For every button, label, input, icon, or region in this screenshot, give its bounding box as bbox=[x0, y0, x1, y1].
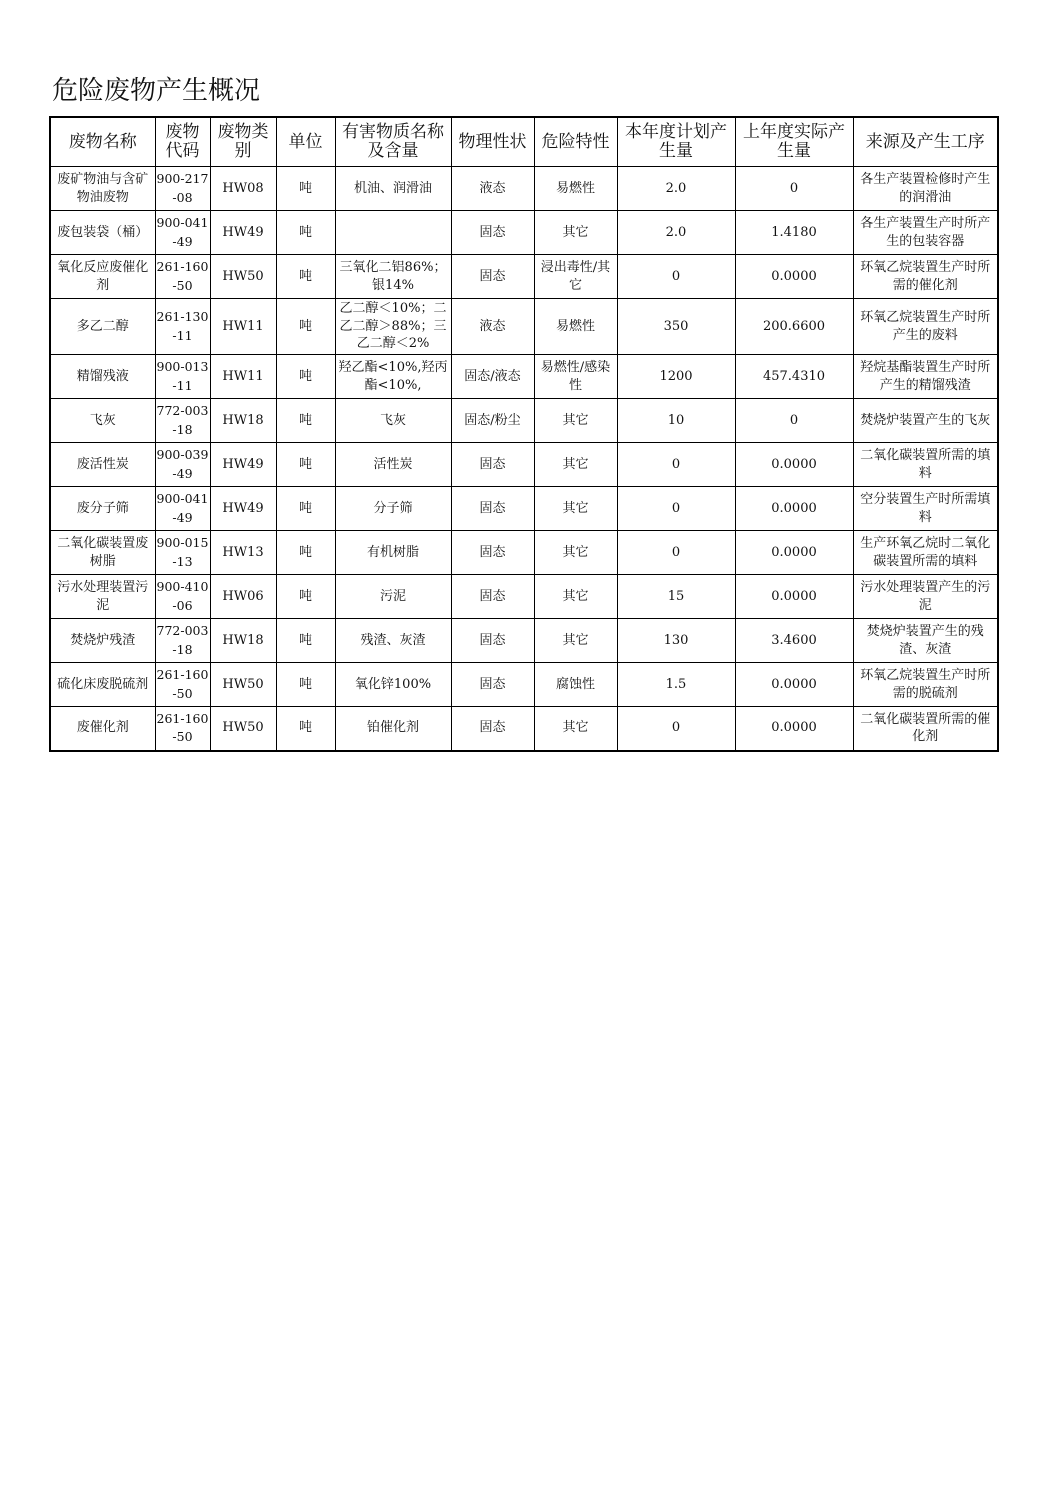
table-row bbox=[50, 487, 998, 531]
hazardous-substance-cell: 活性炭 bbox=[335, 443, 451, 487]
hazardous-substance-cell: 污泥 bbox=[335, 575, 451, 619]
waste-code-cell: 900-039-49 bbox=[155, 443, 210, 487]
waste-code-cell: 900-217-08 bbox=[155, 167, 210, 211]
physical-state-cell: 固态/粉尘 bbox=[451, 399, 534, 443]
hazard-property-cell: 浸出毒性/其它 bbox=[534, 255, 617, 299]
waste-code-cell: 261-160-50 bbox=[155, 663, 210, 707]
waste-category-cell: HW50 bbox=[210, 707, 276, 751]
hazard-property-cell: 其它 bbox=[534, 399, 617, 443]
table-row bbox=[50, 575, 998, 619]
physical-state-cell: 固态/液态 bbox=[451, 355, 534, 399]
table-header-row bbox=[50, 117, 998, 167]
actual-amount-cell: 457.4310 bbox=[735, 355, 853, 399]
source-process-cell: 环氧乙烷装置生产时所需的催化剂 bbox=[853, 255, 998, 299]
source-process-cell: 各生产装置生产时所产生的包装容器 bbox=[853, 211, 998, 255]
header-cell: 有害物质名称及含量 bbox=[335, 117, 451, 167]
unit-cell: 吨 bbox=[276, 531, 335, 575]
planned-amount-cell: 130 bbox=[617, 619, 735, 663]
actual-amount-cell: 0.0000 bbox=[735, 707, 853, 751]
actual-amount-cell: 0.0000 bbox=[735, 663, 853, 707]
table-row bbox=[50, 707, 998, 751]
table-row bbox=[50, 211, 998, 255]
planned-amount-cell: 1200 bbox=[617, 355, 735, 399]
hazard-property-cell: 其它 bbox=[534, 707, 617, 751]
physical-state-cell: 固态 bbox=[451, 255, 534, 299]
hazardous-substance-cell: 机油、润滑油 bbox=[335, 167, 451, 211]
planned-amount-cell: 0 bbox=[617, 487, 735, 531]
planned-amount-cell: 15 bbox=[617, 575, 735, 619]
hazard-property-cell: 其它 bbox=[534, 487, 617, 531]
unit-cell: 吨 bbox=[276, 255, 335, 299]
waste-name-cell: 多乙二醇 bbox=[50, 299, 155, 355]
table-row bbox=[50, 167, 998, 211]
hazard-property-cell: 其它 bbox=[534, 211, 617, 255]
planned-amount-cell: 2.0 bbox=[617, 211, 735, 255]
actual-amount-cell: 0.0000 bbox=[735, 531, 853, 575]
waste-category-cell: HW08 bbox=[210, 167, 276, 211]
source-process-cell: 生产环氧乙烷时二氧化碳装置所需的填料 bbox=[853, 531, 998, 575]
hazard-property-cell: 腐蚀性 bbox=[534, 663, 617, 707]
hazard-property-cell: 其它 bbox=[534, 619, 617, 663]
table-row bbox=[50, 355, 998, 399]
physical-state-cell: 固态 bbox=[451, 211, 534, 255]
unit-cell: 吨 bbox=[276, 575, 335, 619]
waste-name-cell: 废催化剂 bbox=[50, 707, 155, 751]
header-cell: 废物类别 bbox=[210, 117, 276, 167]
waste-code-cell: 772-003-18 bbox=[155, 399, 210, 443]
waste-code-cell: 772-003-18 bbox=[155, 619, 210, 663]
unit-cell: 吨 bbox=[276, 211, 335, 255]
hazard-property-cell: 其它 bbox=[534, 531, 617, 575]
actual-amount-cell: 0.0000 bbox=[735, 255, 853, 299]
table-row bbox=[50, 443, 998, 487]
waste-name-cell: 硫化床废脱硫剂 bbox=[50, 663, 155, 707]
waste-name-cell: 污水处理装置污泥 bbox=[50, 575, 155, 619]
physical-state-cell: 固态 bbox=[451, 487, 534, 531]
hazardous-substance-cell: 残渣、灰渣 bbox=[335, 619, 451, 663]
hazardous-substance-cell: 氧化锌100% bbox=[335, 663, 451, 707]
waste-name-cell: 精馏残液 bbox=[50, 355, 155, 399]
waste-category-cell: HW49 bbox=[210, 487, 276, 531]
hazard-property-cell: 其它 bbox=[534, 443, 617, 487]
header-cell: 本年度计划产生量 bbox=[617, 117, 735, 167]
hazardous-substance-cell: 飞灰 bbox=[335, 399, 451, 443]
hazardous-substance-cell: 分子筛 bbox=[335, 487, 451, 531]
physical-state-cell: 固态 bbox=[451, 531, 534, 575]
unit-cell: 吨 bbox=[276, 443, 335, 487]
waste-name-cell: 氧化反应废催化剂 bbox=[50, 255, 155, 299]
hazard-property-cell: 其它 bbox=[534, 575, 617, 619]
source-process-cell: 焚烧炉装置产生的飞灰 bbox=[853, 399, 998, 443]
waste-category-cell: HW11 bbox=[210, 355, 276, 399]
waste-code-cell: 900-041-49 bbox=[155, 487, 210, 531]
hazard-property-cell: 易燃性 bbox=[534, 299, 617, 355]
hazardous-waste-table-container bbox=[49, 116, 999, 752]
unit-cell: 吨 bbox=[276, 399, 335, 443]
planned-amount-cell: 2.0 bbox=[617, 167, 735, 211]
source-process-cell: 二氧化碳装置所需的催化剂 bbox=[853, 707, 998, 751]
hazardous-substance-cell bbox=[335, 211, 451, 255]
waste-code-cell: 900-041-49 bbox=[155, 211, 210, 255]
actual-amount-cell: 0.0000 bbox=[735, 487, 853, 531]
hazardous-substance-cell: 有机树脂 bbox=[335, 531, 451, 575]
table-row bbox=[50, 255, 998, 299]
physical-state-cell: 固态 bbox=[451, 707, 534, 751]
waste-code-cell: 900-013-11 bbox=[155, 355, 210, 399]
waste-code-cell: 261-160-50 bbox=[155, 255, 210, 299]
physical-state-cell: 液态 bbox=[451, 299, 534, 355]
planned-amount-cell: 0 bbox=[617, 443, 735, 487]
header-cell: 单位 bbox=[276, 117, 335, 167]
unit-cell: 吨 bbox=[276, 487, 335, 531]
table-row bbox=[50, 399, 998, 443]
unit-cell: 吨 bbox=[276, 167, 335, 211]
planned-amount-cell: 350 bbox=[617, 299, 735, 355]
waste-code-cell: 900-015-13 bbox=[155, 531, 210, 575]
physical-state-cell: 固态 bbox=[451, 619, 534, 663]
source-process-cell: 二氧化碳装置所需的填料 bbox=[853, 443, 998, 487]
physical-state-cell: 固态 bbox=[451, 575, 534, 619]
header-cell: 危险特性 bbox=[534, 117, 617, 167]
actual-amount-cell: 0.0000 bbox=[735, 443, 853, 487]
hazard-property-cell: 易燃性/感染性 bbox=[534, 355, 617, 399]
hazard-property-cell: 易燃性 bbox=[534, 167, 617, 211]
header-cell: 物理性状 bbox=[451, 117, 534, 167]
planned-amount-cell: 1.5 bbox=[617, 663, 735, 707]
actual-amount-cell: 1.4180 bbox=[735, 211, 853, 255]
planned-amount-cell: 10 bbox=[617, 399, 735, 443]
waste-name-cell: 焚烧炉残渣 bbox=[50, 619, 155, 663]
unit-cell: 吨 bbox=[276, 663, 335, 707]
header-cell: 来源及产生工序 bbox=[853, 117, 998, 167]
hazardous-substance-cell: 乙二醇＜10%；二乙二醇＞88%；三乙二醇＜2% bbox=[335, 299, 451, 355]
waste-name-cell: 二氧化碳装置废树脂 bbox=[50, 531, 155, 575]
actual-amount-cell: 0 bbox=[735, 167, 853, 211]
header-cell: 上年度实际产生量 bbox=[735, 117, 853, 167]
waste-category-cell: HW11 bbox=[210, 299, 276, 355]
actual-amount-cell: 3.4600 bbox=[735, 619, 853, 663]
planned-amount-cell: 0 bbox=[617, 707, 735, 751]
source-process-cell: 焚烧炉装置产生的残渣、灰渣 bbox=[853, 619, 998, 663]
waste-code-cell: 261-130-11 bbox=[155, 299, 210, 355]
table-row bbox=[50, 531, 998, 575]
actual-amount-cell: 0.0000 bbox=[735, 575, 853, 619]
source-process-cell: 各生产装置检修时产生的润滑油 bbox=[853, 167, 998, 211]
waste-category-cell: HW13 bbox=[210, 531, 276, 575]
waste-category-cell: HW18 bbox=[210, 399, 276, 443]
waste-category-cell: HW50 bbox=[210, 663, 276, 707]
waste-code-cell: 261-160-50 bbox=[155, 707, 210, 751]
waste-name-cell: 废包装袋（桶） bbox=[50, 211, 155, 255]
waste-name-cell: 飞灰 bbox=[50, 399, 155, 443]
source-process-cell: 环氧乙烷装置生产时所产生的废料 bbox=[853, 299, 998, 355]
unit-cell: 吨 bbox=[276, 355, 335, 399]
waste-category-cell: HW06 bbox=[210, 575, 276, 619]
table-row bbox=[50, 299, 998, 355]
waste-name-cell: 废活性炭 bbox=[50, 443, 155, 487]
actual-amount-cell: 200.6600 bbox=[735, 299, 853, 355]
hazardous-substance-cell: 羟乙酯<10%,羟丙酯<10%, bbox=[335, 355, 451, 399]
actual-amount-cell: 0 bbox=[735, 399, 853, 443]
waste-code-cell: 900-410-06 bbox=[155, 575, 210, 619]
waste-category-cell: HW49 bbox=[210, 211, 276, 255]
waste-category-cell: HW49 bbox=[210, 443, 276, 487]
planned-amount-cell: 0 bbox=[617, 531, 735, 575]
unit-cell: 吨 bbox=[276, 299, 335, 355]
waste-category-cell: HW18 bbox=[210, 619, 276, 663]
hazardous-substance-cell: 三氧化二铝86%；银14% bbox=[335, 255, 451, 299]
source-process-cell: 羟烷基酯装置生产时所产生的精馏残渣 bbox=[853, 355, 998, 399]
hazardous-substance-cell: 铂催化剂 bbox=[335, 707, 451, 751]
physical-state-cell: 液态 bbox=[451, 167, 534, 211]
waste-category-cell: HW50 bbox=[210, 255, 276, 299]
waste-name-cell: 废矿物油与含矿物油废物 bbox=[50, 167, 155, 211]
header-cell: 废物代码 bbox=[155, 117, 210, 167]
table-row bbox=[50, 619, 998, 663]
table-row bbox=[50, 663, 998, 707]
source-process-cell: 环氧乙烷装置生产时所需的脱硫剂 bbox=[853, 663, 998, 707]
source-process-cell: 污水处理装置产生的污泥 bbox=[853, 575, 998, 619]
planned-amount-cell: 0 bbox=[617, 255, 735, 299]
physical-state-cell: 固态 bbox=[451, 663, 534, 707]
source-process-cell: 空分装置生产时所需填料 bbox=[853, 487, 998, 531]
unit-cell: 吨 bbox=[276, 619, 335, 663]
waste-name-cell: 废分子筛 bbox=[50, 487, 155, 531]
hazardous-waste-table bbox=[49, 116, 999, 752]
unit-cell: 吨 bbox=[276, 707, 335, 751]
header-cell: 废物名称 bbox=[50, 117, 155, 167]
page-title: 危险废物产生概况 bbox=[52, 76, 261, 106]
physical-state-cell: 固态 bbox=[451, 443, 534, 487]
